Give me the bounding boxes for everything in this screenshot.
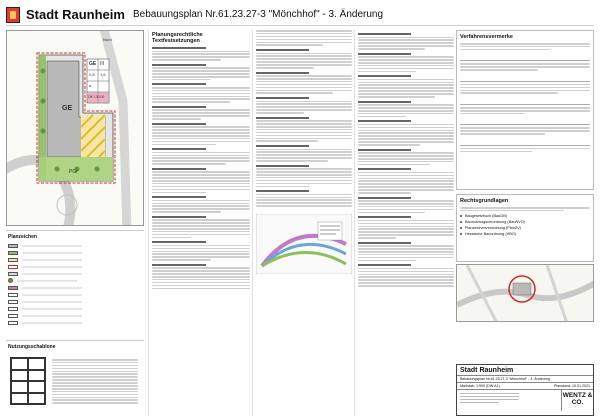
- map-table-ge: GE: [89, 61, 97, 67]
- legend: [6, 230, 144, 334]
- title-block: [456, 364, 594, 416]
- legend-item: [8, 305, 144, 312]
- legend-item: [8, 312, 144, 319]
- map-label-ge: GE: [62, 105, 73, 112]
- text-column-b: [252, 30, 352, 416]
- legal-item: Baunutzungsverordnung (BauNVO): [460, 219, 590, 225]
- page-header: [6, 4, 594, 26]
- map-table-gfz: 1,6: [100, 72, 106, 77]
- legend-item: [8, 298, 144, 305]
- title-block-address: [457, 390, 561, 411]
- legal-item: Planzeichenverordnung (PlanZV): [460, 225, 590, 231]
- legend-item: [8, 263, 144, 270]
- usage-template-title: Nutzungsschablone: [8, 344, 56, 350]
- plan-map[interactable]: [6, 30, 144, 226]
- map-label-pgr: PGr: [69, 169, 78, 175]
- section-diagram: [256, 214, 352, 274]
- legend-item: [8, 284, 144, 291]
- legend-item: [8, 291, 144, 298]
- hatch-area: [81, 115, 105, 157]
- overview-map[interactable]: [456, 264, 594, 322]
- legend-item: [8, 319, 144, 326]
- legend-item: [8, 270, 144, 277]
- legend-title: Planzeichen: [8, 234, 37, 240]
- text-column-c: [354, 30, 454, 416]
- legend-item: [8, 256, 144, 263]
- legend-item: [8, 249, 144, 256]
- text-column-a: [148, 30, 250, 416]
- map-table-storeys: III: [100, 61, 105, 67]
- map-table-height: OK 130,00: [88, 95, 105, 99]
- legal-item: Baugesetzbuch (BauGB): [460, 213, 590, 219]
- title-block-status: Planstand: 15.01.2021: [554, 384, 590, 388]
- office-logo: WENTZ & CO.: [561, 390, 593, 411]
- legal-title: Rechtsgrundlagen: [460, 198, 509, 204]
- usage-template: [6, 340, 144, 416]
- plan-map-drawing: [7, 31, 144, 226]
- legend-item: [8, 242, 144, 249]
- map-table-grz: 0,8: [89, 72, 95, 77]
- procedure-notes: [456, 30, 594, 190]
- plan-title: Bebauungsplan Nr.61.23.27-3 "Mönchhof" - 3. Änderung: [132, 9, 384, 20]
- title-block-meta: [457, 383, 593, 390]
- city-coat-of-arms-icon: [6, 7, 20, 23]
- title-block-scale: Maßstab: 1:500 (DIN A1): [460, 384, 500, 388]
- legal-item: Hessische Bauordnung (HBO): [460, 231, 590, 237]
- column-a-title: Planungsrechtliche Textfestsetzungen: [152, 32, 203, 44]
- city-name: Stadt Raunheim: [26, 7, 125, 22]
- overview-map-drawing: [457, 265, 594, 322]
- map-label-north: Nord: [103, 37, 112, 42]
- legal-basis: [456, 194, 594, 262]
- right-panel: [456, 30, 594, 416]
- usage-template-grid: [10, 357, 46, 405]
- title-block-city: Stadt Raunheim: [457, 365, 593, 376]
- title-block-plan: Bebauungsplan Nr.61.23.27-3 "Mönchhof" - 3. Änderung: [457, 376, 593, 383]
- map-table-bauweise: a: [89, 83, 92, 88]
- procedure-title: Verfahrensvermerke: [460, 34, 513, 40]
- legend-item: [8, 277, 144, 284]
